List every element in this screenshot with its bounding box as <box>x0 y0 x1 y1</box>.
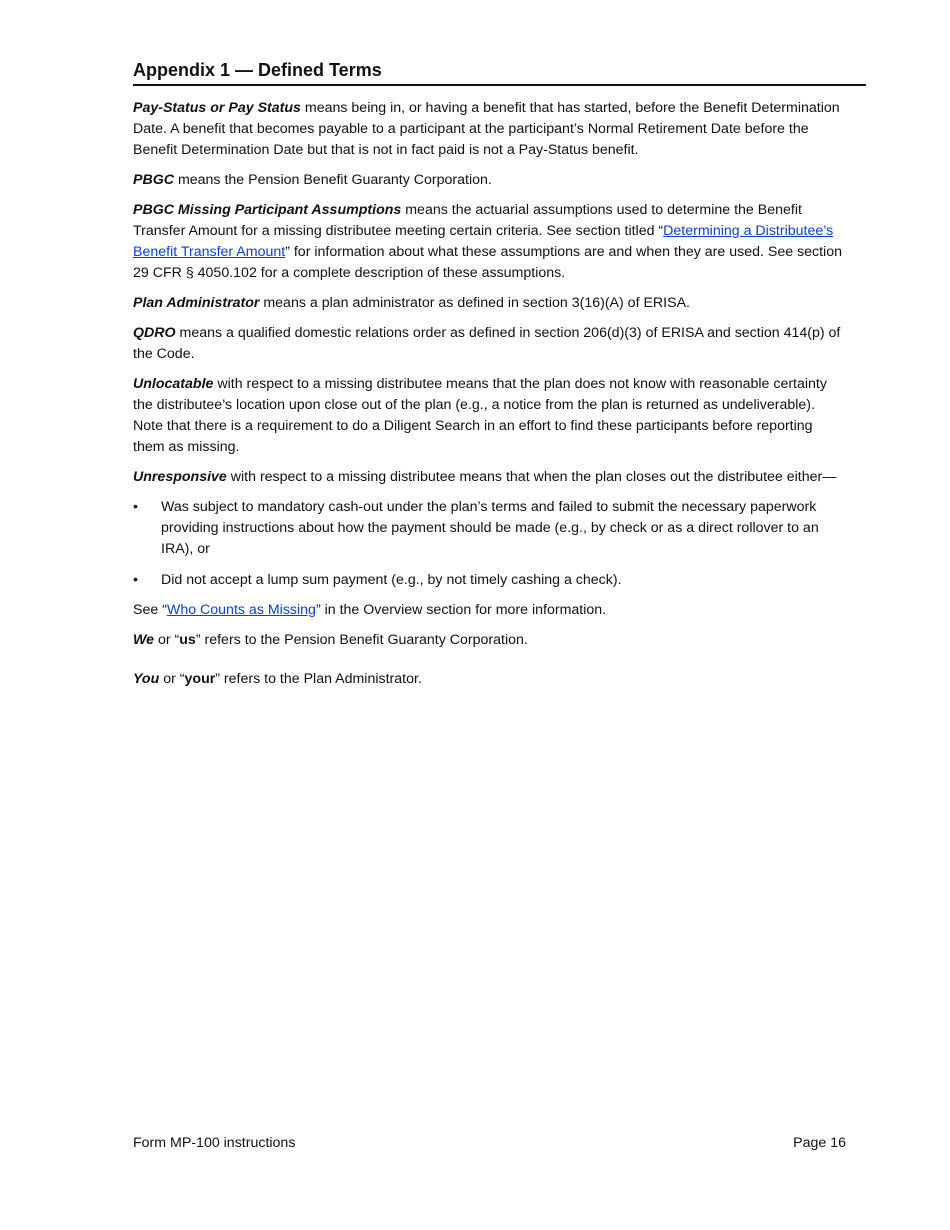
definition-pbgc <box>133 170 845 191</box>
benefit-transfer-amount-link[interactable]: Determining a Distributee’s Benefit Transfer Amount <box>133 222 834 260</box>
term-we: We <box>133 632 155 649</box>
definition-unlocatable <box>133 374 845 457</box>
term-plan-administrator: Plan Administrator <box>133 294 260 311</box>
term-qdro: QDRO <box>133 325 176 342</box>
term-missing-assumptions: PBGC Missing Participant Assumptions <box>133 202 402 219</box>
term-us: us <box>179 632 196 649</box>
term-pbgc: PBGC <box>133 171 174 188</box>
definition-text: with respect to a missing distributee means that when the plan closes out the distributee either— <box>226 468 837 485</box>
definition-text: means being in, or having a benefit that has started, before the Benefit Determination Date. A benefit that becomes payable to a participant at the participant’s Normal Retirement Date before the Benefit Determination Date but that is not in fact paid is not a Pay-Status benefit. <box>133 100 840 158</box>
list-item <box>133 570 845 591</box>
definitions-body <box>133 98 845 699</box>
definition-text: means a qualified domestic relations order as defined in section 206(d)(3) of ERISA and section 414(p) of the Code. <box>133 325 841 362</box>
definition-pay-status <box>133 98 845 160</box>
see-also-text: See “ <box>133 601 167 618</box>
definition-text: ” for information about what these assumptions are and when they are used. See section 29 CFR § 4050.102 for a complete description of these assumptions. <box>133 243 842 281</box>
definition-text: means the actuarial assumptions used to determine the Benefit Transfer Amount for a missing distributee meeting certain criteria. See section titled “ <box>133 202 802 239</box>
list-item <box>133 497 845 559</box>
definition-text: or “ <box>154 632 180 649</box>
definition-text: ” refers to the Pension Benefit Guaranty Corporation. <box>195 632 528 649</box>
bullet-icon: • <box>133 499 138 516</box>
list-item-text: Was subject to mandatory cash-out under the plan’s terms and failed to submit the necessary paperwork providing instructions about how the payment should be made (e.g., by check or as a direct rollover to an IRA), or <box>161 499 819 557</box>
definition-unresponsive <box>133 467 845 488</box>
section-heading <box>133 58 866 86</box>
definition-you <box>133 669 845 690</box>
form-name: Form MP-100 instructions <box>133 1135 296 1151</box>
see-also-paragraph <box>133 600 845 621</box>
definition-missing-assumptions <box>133 200 845 283</box>
who-counts-as-missing-link[interactable]: Who Counts as Missing <box>166 601 316 618</box>
term-unresponsive: Unresponsive <box>133 468 227 485</box>
bullet-icon: • <box>133 571 138 588</box>
definition-plan-administrator <box>133 293 845 314</box>
term-your: your <box>184 671 216 688</box>
definition-text: ” refers to the Plan Administrator. <box>215 671 422 688</box>
definition-text: means the Pension Benefit Guaranty Corporation. <box>174 171 492 188</box>
page-number: Page 16 <box>793 1135 846 1151</box>
definition-qdro <box>133 323 845 365</box>
term-pay-status: Pay-Status or Pay Status <box>133 100 301 116</box>
definition-text: with respect to a missing distributee means that the plan does not know with reasonable certainty the distributee’s location upon close out of the plan (e.g., a notice from the plan is returned as undeliverable). Note that there is a requirement to do a Diligent Search in an effort to find these participants before reporting them as missing. <box>133 376 827 455</box>
term-you: You <box>133 671 160 688</box>
list-item-text: Did not accept a lump sum payment (e.g., by not timely cashing a check). <box>161 571 622 588</box>
unresponsive-conditions-list <box>133 497 845 590</box>
definition-we <box>133 630 845 651</box>
definition-text: means a plan administrator as defined in section 3(16)(A) of ERISA. <box>259 294 690 311</box>
page-title: Appendix 1 — Defined Terms <box>133 60 382 80</box>
see-also-text: ” in the Overview section for more information. <box>315 601 607 618</box>
term-unlocatable: Unlocatable <box>133 376 214 393</box>
definition-text: or “ <box>159 671 185 688</box>
